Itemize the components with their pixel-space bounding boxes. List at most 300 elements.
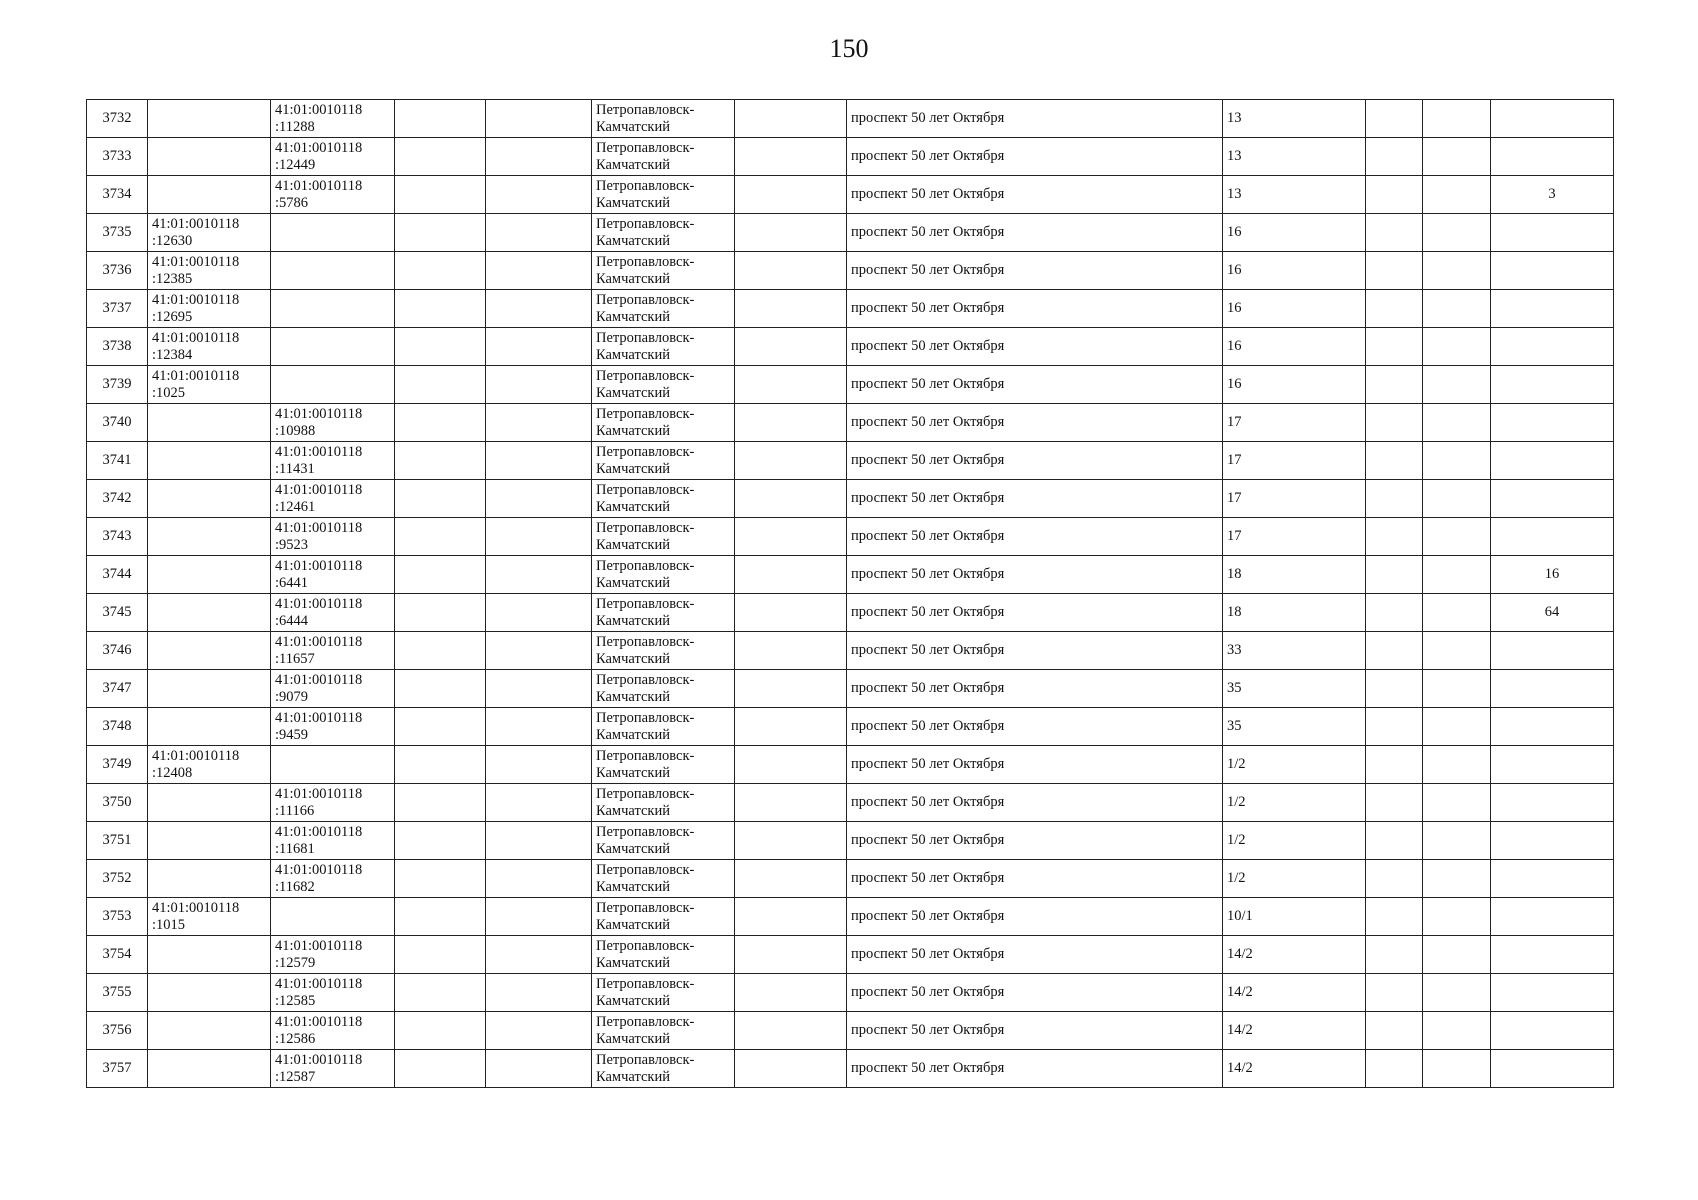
house-cell bbox=[1223, 898, 1366, 936]
empty-cell bbox=[1366, 100, 1423, 138]
empty-cell bbox=[1423, 328, 1491, 366]
city-text: Камчатский bbox=[596, 536, 670, 553]
city-text: Петропавловск- bbox=[596, 443, 695, 460]
table-row bbox=[87, 366, 1614, 404]
object-cadastral-cell bbox=[271, 214, 395, 252]
house-text: 18 bbox=[1227, 566, 1242, 582]
city-text: Петропавловск- bbox=[596, 899, 695, 916]
block-cadastral-cell bbox=[148, 404, 271, 442]
house-cell bbox=[1223, 974, 1366, 1012]
house-text: 14/2 bbox=[1227, 1022, 1253, 1038]
row-number-text: 3751 bbox=[102, 832, 132, 848]
row-number-text: 3745 bbox=[102, 604, 132, 620]
street-cell bbox=[847, 1012, 1223, 1050]
empty-cell bbox=[395, 1050, 486, 1088]
apartment-cell bbox=[1491, 404, 1614, 442]
object-cadastral-cell bbox=[271, 594, 395, 632]
city-text: Камчатский bbox=[596, 422, 670, 439]
street-text: проспект 50 лет Октября bbox=[851, 490, 1005, 506]
house-text: 13 bbox=[1227, 186, 1242, 202]
object-cadastral-text: :12587 bbox=[275, 1068, 316, 1085]
object-cadastral-cell bbox=[271, 442, 395, 480]
table-row bbox=[87, 328, 1614, 366]
object-cadastral-cell bbox=[271, 860, 395, 898]
city-text: Камчатский bbox=[596, 650, 670, 667]
house-cell bbox=[1223, 138, 1366, 176]
city-cell bbox=[592, 518, 735, 556]
object-cadastral-text: 41:01:0010118 bbox=[275, 633, 363, 650]
empty-cell bbox=[1423, 822, 1491, 860]
empty-cell bbox=[1423, 746, 1491, 784]
empty-cell bbox=[1423, 366, 1491, 404]
house-text: 17 bbox=[1227, 414, 1242, 430]
object-cadastral-text: :11657 bbox=[275, 650, 315, 667]
block-cadastral-cell bbox=[148, 898, 271, 936]
object-cadastral-cell bbox=[271, 518, 395, 556]
empty-cell bbox=[735, 328, 847, 366]
object-cadastral-text: 41:01:0010118 bbox=[275, 139, 363, 156]
page-number: 150 bbox=[829, 34, 869, 63]
street-text: проспект 50 лет Октября bbox=[851, 224, 1005, 240]
block-cadastral-cell bbox=[148, 556, 271, 594]
empty-cell bbox=[735, 404, 847, 442]
empty-cell bbox=[1423, 632, 1491, 670]
empty-cell bbox=[1366, 290, 1423, 328]
row-number-text: 3740 bbox=[102, 414, 132, 430]
row-number-cell bbox=[87, 936, 148, 974]
block-cadastral-text: :1025 bbox=[152, 384, 186, 401]
apartment-cell bbox=[1491, 784, 1614, 822]
row-number-cell bbox=[87, 860, 148, 898]
address-register-table bbox=[86, 99, 1614, 1088]
street-cell bbox=[847, 860, 1223, 898]
table-row bbox=[87, 1012, 1614, 1050]
city-text: Камчатский bbox=[596, 726, 670, 743]
apartment-cell bbox=[1491, 328, 1614, 366]
city-text: Камчатский bbox=[596, 878, 670, 895]
table-row bbox=[87, 632, 1614, 670]
city-cell bbox=[592, 100, 735, 138]
city-text: Петропавловск- bbox=[596, 785, 695, 802]
empty-cell bbox=[395, 366, 486, 404]
object-cadastral-cell bbox=[271, 1012, 395, 1050]
block-cadastral-cell bbox=[148, 328, 271, 366]
block-cadastral-text: :1015 bbox=[152, 916, 186, 933]
house-cell bbox=[1223, 328, 1366, 366]
block-cadastral-text: :12630 bbox=[152, 232, 193, 249]
city-text: Камчатский bbox=[596, 308, 670, 325]
table-row bbox=[87, 594, 1614, 632]
row-number-cell bbox=[87, 556, 148, 594]
street-text: проспект 50 лет Октября bbox=[851, 110, 1005, 126]
apartment-cell bbox=[1491, 290, 1614, 328]
empty-cell bbox=[1423, 404, 1491, 442]
table-row bbox=[87, 442, 1614, 480]
empty-cell bbox=[735, 822, 847, 860]
object-cadastral-text: :9079 bbox=[275, 688, 309, 705]
city-cell bbox=[592, 974, 735, 1012]
table-row bbox=[87, 974, 1614, 1012]
empty-cell bbox=[1366, 670, 1423, 708]
empty-cell bbox=[486, 328, 592, 366]
table-row bbox=[87, 480, 1614, 518]
block-cadastral-text: 41:01:0010118 bbox=[152, 747, 240, 764]
city-text: Петропавловск- bbox=[596, 329, 695, 346]
city-text: Камчатский bbox=[596, 840, 670, 857]
street-text: проспект 50 лет Октября bbox=[851, 376, 1005, 392]
row-number-text: 3743 bbox=[102, 528, 132, 544]
house-cell bbox=[1223, 518, 1366, 556]
house-text: 1/2 bbox=[1227, 756, 1246, 772]
block-cadastral-text: 41:01:0010118 bbox=[152, 215, 240, 232]
row-number-text: 3748 bbox=[102, 718, 132, 734]
object-cadastral-text: 41:01:0010118 bbox=[275, 1013, 363, 1030]
city-cell bbox=[592, 822, 735, 860]
empty-cell bbox=[1366, 708, 1423, 746]
object-cadastral-text: 41:01:0010118 bbox=[275, 557, 363, 574]
block-cadastral-cell bbox=[148, 708, 271, 746]
empty-cell bbox=[1366, 936, 1423, 974]
row-number-text: 3746 bbox=[102, 642, 132, 658]
city-text: Камчатский bbox=[596, 118, 670, 135]
house-cell bbox=[1223, 100, 1366, 138]
apartment-text: 3 bbox=[1548, 186, 1556, 202]
block-cadastral-text: 41:01:0010118 bbox=[152, 367, 240, 384]
empty-cell bbox=[395, 290, 486, 328]
empty-cell bbox=[735, 936, 847, 974]
empty-cell bbox=[1423, 480, 1491, 518]
street-cell bbox=[847, 974, 1223, 1012]
block-cadastral-cell bbox=[148, 138, 271, 176]
street-text: проспект 50 лет Октября bbox=[851, 414, 1005, 430]
empty-cell bbox=[486, 366, 592, 404]
block-cadastral-cell bbox=[148, 252, 271, 290]
empty-cell bbox=[486, 176, 592, 214]
apartment-cell bbox=[1491, 860, 1614, 898]
street-cell bbox=[847, 670, 1223, 708]
empty-cell bbox=[1366, 404, 1423, 442]
block-cadastral-cell bbox=[148, 518, 271, 556]
table-row bbox=[87, 822, 1614, 860]
row-number-text: 3733 bbox=[102, 148, 132, 164]
house-text: 18 bbox=[1227, 604, 1242, 620]
object-cadastral-cell bbox=[271, 1050, 395, 1088]
house-cell bbox=[1223, 632, 1366, 670]
empty-cell bbox=[395, 670, 486, 708]
row-number-cell bbox=[87, 290, 148, 328]
object-cadastral-cell bbox=[271, 632, 395, 670]
row-number-text: 3755 bbox=[102, 984, 132, 1000]
empty-cell bbox=[1423, 176, 1491, 214]
object-cadastral-cell bbox=[271, 100, 395, 138]
street-text: проспект 50 лет Октября bbox=[851, 984, 1005, 1000]
object-cadastral-cell bbox=[271, 936, 395, 974]
city-cell bbox=[592, 176, 735, 214]
empty-cell bbox=[1366, 328, 1423, 366]
house-text: 13 bbox=[1227, 110, 1242, 126]
empty-cell bbox=[486, 746, 592, 784]
object-cadastral-cell bbox=[271, 328, 395, 366]
empty-cell bbox=[395, 252, 486, 290]
empty-cell bbox=[395, 974, 486, 1012]
object-cadastral-text: 41:01:0010118 bbox=[275, 709, 363, 726]
city-text: Камчатский bbox=[596, 194, 670, 211]
empty-cell bbox=[395, 480, 486, 518]
row-number-text: 3757 bbox=[102, 1060, 132, 1076]
city-cell bbox=[592, 214, 735, 252]
city-cell bbox=[592, 708, 735, 746]
row-number-text: 3736 bbox=[102, 262, 132, 278]
empty-cell bbox=[395, 100, 486, 138]
street-text: проспект 50 лет Октября bbox=[851, 338, 1005, 354]
table-row bbox=[87, 556, 1614, 594]
block-cadastral-text: :12695 bbox=[152, 308, 193, 325]
empty-cell bbox=[1366, 138, 1423, 176]
empty-cell bbox=[735, 442, 847, 480]
empty-cell bbox=[486, 936, 592, 974]
block-cadastral-cell bbox=[148, 746, 271, 784]
city-text: Петропавловск- bbox=[596, 367, 695, 384]
block-cadastral-text: 41:01:0010118 bbox=[152, 329, 240, 346]
street-cell bbox=[847, 556, 1223, 594]
row-number-text: 3747 bbox=[102, 680, 132, 696]
empty-cell bbox=[486, 252, 592, 290]
block-cadastral-cell bbox=[148, 442, 271, 480]
empty-cell bbox=[486, 784, 592, 822]
house-cell bbox=[1223, 366, 1366, 404]
city-cell bbox=[592, 860, 735, 898]
city-text: Петропавловск- bbox=[596, 975, 695, 992]
empty-cell bbox=[395, 556, 486, 594]
empty-cell bbox=[1423, 290, 1491, 328]
row-number-cell bbox=[87, 708, 148, 746]
object-cadastral-text: :11681 bbox=[275, 840, 315, 857]
house-cell bbox=[1223, 1012, 1366, 1050]
object-cadastral-text: 41:01:0010118 bbox=[275, 823, 363, 840]
street-cell bbox=[847, 632, 1223, 670]
house-cell bbox=[1223, 784, 1366, 822]
apartment-cell bbox=[1491, 442, 1614, 480]
row-number-cell bbox=[87, 404, 148, 442]
table-row bbox=[87, 214, 1614, 252]
street-text: проспект 50 лет Октября bbox=[851, 1022, 1005, 1038]
apartment-cell bbox=[1491, 822, 1614, 860]
block-cadastral-cell bbox=[148, 480, 271, 518]
object-cadastral-text: :10988 bbox=[275, 422, 316, 439]
empty-cell bbox=[1366, 214, 1423, 252]
block-cadastral-cell bbox=[148, 594, 271, 632]
city-cell bbox=[592, 784, 735, 822]
city-text: Камчатский bbox=[596, 232, 670, 249]
row-number-cell bbox=[87, 594, 148, 632]
object-cadastral-cell bbox=[271, 404, 395, 442]
empty-cell bbox=[735, 556, 847, 594]
block-cadastral-cell bbox=[148, 974, 271, 1012]
street-cell bbox=[847, 784, 1223, 822]
empty-cell bbox=[1423, 594, 1491, 632]
row-number-cell bbox=[87, 822, 148, 860]
empty-cell bbox=[1366, 898, 1423, 936]
street-text: проспект 50 лет Октября bbox=[851, 1060, 1005, 1076]
object-cadastral-cell bbox=[271, 898, 395, 936]
city-cell bbox=[592, 480, 735, 518]
block-cadastral-cell bbox=[148, 632, 271, 670]
city-text: Петропавловск- bbox=[596, 709, 695, 726]
block-cadastral-cell bbox=[148, 214, 271, 252]
street-text: проспект 50 лет Октября bbox=[851, 452, 1005, 468]
city-cell bbox=[592, 594, 735, 632]
empty-cell bbox=[395, 176, 486, 214]
object-cadastral-text: :11431 bbox=[275, 460, 315, 477]
city-cell bbox=[592, 290, 735, 328]
city-text: Камчатский bbox=[596, 916, 670, 933]
empty-cell bbox=[486, 594, 592, 632]
empty-cell bbox=[1366, 822, 1423, 860]
empty-cell bbox=[486, 442, 592, 480]
street-text: проспект 50 лет Октября bbox=[851, 756, 1005, 772]
empty-cell bbox=[1366, 784, 1423, 822]
object-cadastral-text: :11166 bbox=[275, 802, 315, 819]
house-cell bbox=[1223, 176, 1366, 214]
street-cell bbox=[847, 898, 1223, 936]
empty-cell bbox=[486, 214, 592, 252]
house-text: 16 bbox=[1227, 224, 1242, 240]
house-text: 1/2 bbox=[1227, 870, 1246, 886]
city-cell bbox=[592, 556, 735, 594]
row-number-cell bbox=[87, 670, 148, 708]
empty-cell bbox=[486, 518, 592, 556]
city-cell bbox=[592, 746, 735, 784]
empty-cell bbox=[395, 822, 486, 860]
object-cadastral-text: 41:01:0010118 bbox=[275, 101, 363, 118]
empty-cell bbox=[735, 518, 847, 556]
empty-cell bbox=[735, 290, 847, 328]
row-number-text: 3732 bbox=[102, 110, 132, 126]
street-text: проспект 50 лет Октября bbox=[851, 946, 1005, 962]
city-text: Петропавловск- bbox=[596, 1051, 695, 1068]
empty-cell bbox=[1366, 556, 1423, 594]
block-cadastral-cell bbox=[148, 670, 271, 708]
table-row bbox=[87, 746, 1614, 784]
empty-cell bbox=[735, 974, 847, 1012]
city-text: Петропавловск- bbox=[596, 671, 695, 688]
empty-cell bbox=[1423, 518, 1491, 556]
row-number-cell bbox=[87, 100, 148, 138]
row-number-text: 3737 bbox=[102, 300, 132, 316]
apartment-cell bbox=[1491, 670, 1614, 708]
empty-cell bbox=[1423, 898, 1491, 936]
empty-cell bbox=[395, 518, 486, 556]
object-cadastral-cell bbox=[271, 138, 395, 176]
empty-cell bbox=[395, 404, 486, 442]
empty-cell bbox=[395, 1012, 486, 1050]
row-number-cell bbox=[87, 138, 148, 176]
object-cadastral-text: :9523 bbox=[275, 536, 309, 553]
house-cell bbox=[1223, 252, 1366, 290]
empty-cell bbox=[1423, 670, 1491, 708]
table-row bbox=[87, 670, 1614, 708]
house-text: 14/2 bbox=[1227, 946, 1253, 962]
street-text: проспект 50 лет Октября bbox=[851, 604, 1005, 620]
object-cadastral-text: :5786 bbox=[275, 194, 309, 211]
city-cell bbox=[592, 252, 735, 290]
row-number-cell bbox=[87, 176, 148, 214]
city-text: Камчатский bbox=[596, 384, 670, 401]
row-number-cell bbox=[87, 1050, 148, 1088]
empty-cell bbox=[1366, 1012, 1423, 1050]
apartment-cell bbox=[1491, 214, 1614, 252]
apartment-cell bbox=[1491, 556, 1614, 594]
city-text: Камчатский bbox=[596, 954, 670, 971]
empty-cell bbox=[486, 708, 592, 746]
house-text: 16 bbox=[1227, 262, 1242, 278]
empty-cell bbox=[735, 746, 847, 784]
empty-cell bbox=[395, 746, 486, 784]
street-text: проспект 50 лет Октября bbox=[851, 718, 1005, 734]
object-cadastral-cell bbox=[271, 822, 395, 860]
empty-cell bbox=[395, 708, 486, 746]
house-text: 14/2 bbox=[1227, 984, 1253, 1000]
empty-cell bbox=[486, 290, 592, 328]
object-cadastral-cell bbox=[271, 366, 395, 404]
object-cadastral-cell bbox=[271, 670, 395, 708]
house-text: 10/1 bbox=[1227, 908, 1253, 924]
city-text: Петропавловск- bbox=[596, 823, 695, 840]
row-number-cell bbox=[87, 784, 148, 822]
block-cadastral-cell bbox=[148, 290, 271, 328]
apartment-cell bbox=[1491, 518, 1614, 556]
empty-cell bbox=[1423, 784, 1491, 822]
empty-cell bbox=[735, 138, 847, 176]
apartment-text: 64 bbox=[1544, 604, 1560, 620]
house-text: 16 bbox=[1227, 300, 1242, 316]
block-cadastral-cell bbox=[148, 100, 271, 138]
empty-cell bbox=[1423, 100, 1491, 138]
street-cell bbox=[847, 328, 1223, 366]
object-cadastral-text: 41:01:0010118 bbox=[275, 1051, 363, 1068]
apartment-cell bbox=[1491, 746, 1614, 784]
object-cadastral-cell bbox=[271, 974, 395, 1012]
block-cadastral-cell bbox=[148, 784, 271, 822]
row-number-cell bbox=[87, 328, 148, 366]
city-cell bbox=[592, 442, 735, 480]
city-cell bbox=[592, 1050, 735, 1088]
street-cell bbox=[847, 746, 1223, 784]
street-text: проспект 50 лет Октября bbox=[851, 186, 1005, 202]
city-text: Камчатский bbox=[596, 688, 670, 705]
object-cadastral-text: :12585 bbox=[275, 992, 316, 1009]
empty-cell bbox=[1366, 746, 1423, 784]
block-cadastral-cell bbox=[148, 366, 271, 404]
house-cell bbox=[1223, 936, 1366, 974]
empty-cell bbox=[735, 594, 847, 632]
empty-cell bbox=[735, 366, 847, 404]
city-text: Петропавловск- bbox=[596, 291, 695, 308]
object-cadastral-text: :6444 bbox=[275, 612, 309, 629]
city-cell bbox=[592, 366, 735, 404]
empty-cell bbox=[395, 138, 486, 176]
street-text: проспект 50 лет Октября bbox=[851, 300, 1005, 316]
street-cell bbox=[847, 290, 1223, 328]
city-text: Петропавловск- bbox=[596, 937, 695, 954]
row-number-text: 3744 bbox=[102, 566, 132, 582]
table-row bbox=[87, 1050, 1614, 1088]
house-text: 16 bbox=[1227, 376, 1242, 392]
empty-cell bbox=[1423, 138, 1491, 176]
row-number-cell bbox=[87, 252, 148, 290]
object-cadastral-text: :11288 bbox=[275, 118, 315, 135]
house-cell bbox=[1223, 556, 1366, 594]
